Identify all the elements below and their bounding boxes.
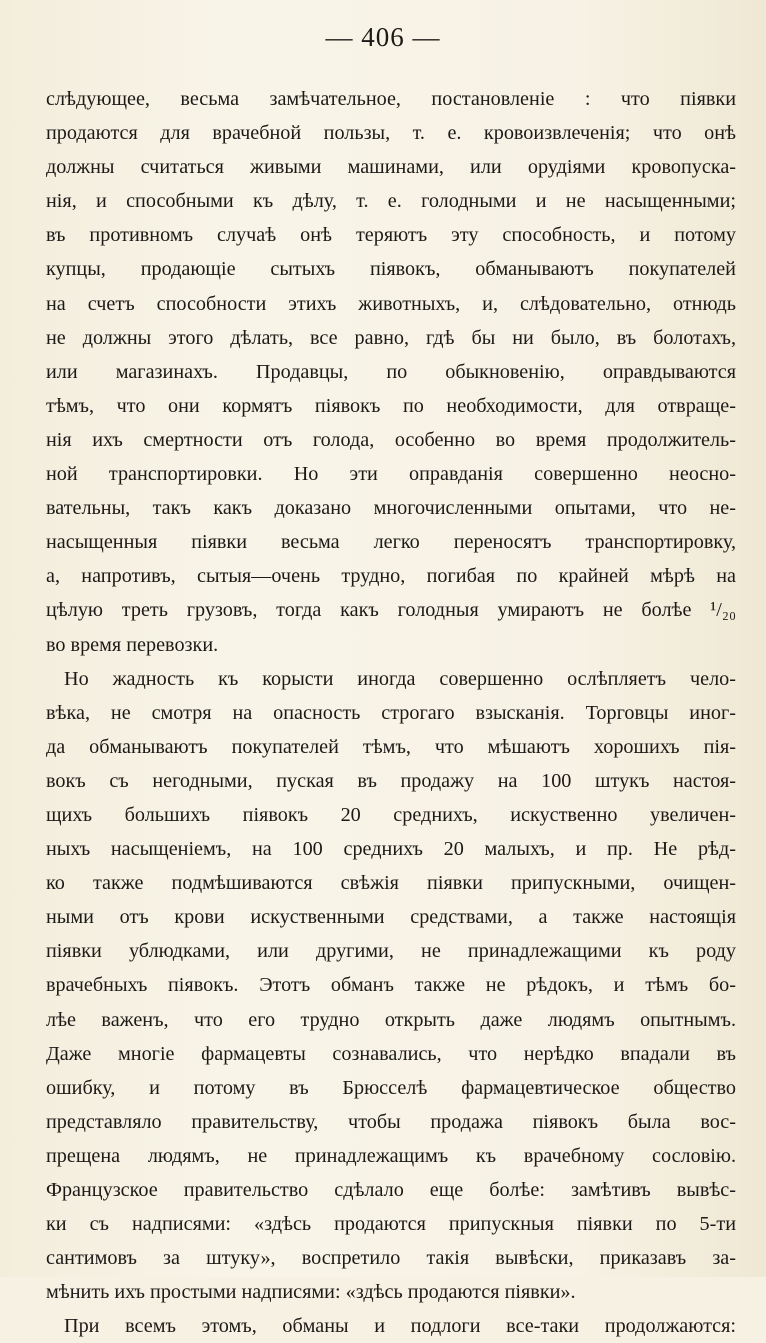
text-line: вательны, такъ какъ доказано многочисленными опытами, что не- <box>46 497 736 520</box>
text-line: ко также подмѣшиваются свѣжія піявки припускными, очищен- <box>46 872 736 895</box>
text-line: представляло правительству, чтобы продажа піявокъ была вос- <box>46 1110 736 1133</box>
text-line: щихъ большихъ піявокъ 20 среднихъ, искуственно увеличен- <box>46 803 736 826</box>
text-line: ной транспортировки. Но эти оправданія совершенно неосно- <box>46 463 736 486</box>
text-line: тѣмъ, что они кормятъ піявокъ по необходимости, для отвраще- <box>46 394 736 417</box>
text-line: не должны этого дѣлать, все равно, гдѣ бы ни было, въ болотахъ, <box>46 326 736 349</box>
paragraph-end-line: во время перевозки. <box>46 633 219 656</box>
text-line: или магазинахъ. Продавцы, по обыкновенію, оправдываются <box>46 360 736 383</box>
text-line: нія, и способными къ дѣлу, т. е. голодными и не насыщенными; <box>46 190 736 213</box>
text-line: ошибку, и потому въ Брюсселѣ фармацевтическое общество <box>46 1076 736 1099</box>
text-line: лѣе важенъ, что его трудно открыть даже людямъ опытнымъ. <box>46 1008 736 1031</box>
text-line: купцы, продающіе сытыхъ піявокъ, обманываютъ покупателей <box>46 258 736 281</box>
text-line: цѣлую треть грузовъ, тогда какъ голодныя умираютъ не болѣе ¹/₂₀ <box>46 599 736 622</box>
text-line: слѣдующее, весьма замѣчательное, постановленіе : что піявки <box>46 88 736 110</box>
body-text <box>46 82 736 1343</box>
text-line: Французское правительство сдѣлало еще болѣе: замѣтивъ вывѣс- <box>46 1179 736 1201</box>
text-line: Даже многіе фармацевты сознавались, что нерѣдко впадали въ <box>46 1042 736 1065</box>
text-line: прещена людямъ, не принадлежащимъ къ врачебному сословію. <box>46 1144 736 1167</box>
text-line: піявки ублюдками, или другими, не принадлежащими къ роду <box>46 940 736 963</box>
paragraph-end-line: мѣнить ихъ простыми надписями: «здѣсь продаются піявки». <box>46 1281 576 1304</box>
page-number: — 406 — <box>325 22 441 52</box>
text-line: нія ихъ смертности отъ голода, особенно во время продолжитель- <box>46 428 736 451</box>
paragraph-start-line: При всемъ этомъ, обманы и подлоги все-таки продолжаются: <box>64 1315 736 1338</box>
text-line: вѣка, не смотря на опасность строгаго взысканія. Торговцы иног- <box>46 701 736 724</box>
text-line: а, напротивъ, сытыя—очень трудно, погибая по крайней мѣрѣ на <box>46 565 736 588</box>
paragraph-start-line: Но жадность къ корысти иногда совершенно ослѣпляетъ чело- <box>64 667 736 690</box>
text-line: въ противномъ случаѣ онѣ теряютъ эту способность, и потому <box>46 224 736 247</box>
text-line: должны считаться живыми машинами, или орудіями кровопуска- <box>46 156 736 179</box>
text-line: ныхъ насыщеніемъ, на 100 среднихъ 20 малыхъ, и пр. Не рѣд- <box>46 838 736 861</box>
text-line: врачебныхъ піявокъ. Этотъ обманъ также не рѣдокъ, и тѣмъ бо- <box>46 974 736 997</box>
text-line: да обманываютъ покупателей тѣмъ, что мѣшаютъ хорошихъ пія- <box>46 735 736 758</box>
text-line: продаются для врачебной пользы, т. е. кровоизвлеченія; что онѣ <box>46 122 736 145</box>
text-line: вокъ съ негодными, пуская въ продажу на 100 штукъ настоя- <box>46 769 736 792</box>
text-line: сантимовъ за штуку», воспретило такія вывѣски, приказавъ за- <box>46 1247 736 1270</box>
text-line: ки съ надписями: «здѣсь продаются припускныя піявки по 5-ти <box>46 1213 736 1236</box>
text-line: ными отъ крови искуственными средствами, а также настоящія <box>46 906 736 929</box>
text-line: на счетъ способности этихъ животныхъ, и, слѣдовательно, отнюдь <box>46 292 736 315</box>
text-line: насыщенныя піявки весьма легко переносятъ транспортировку, <box>46 531 736 554</box>
